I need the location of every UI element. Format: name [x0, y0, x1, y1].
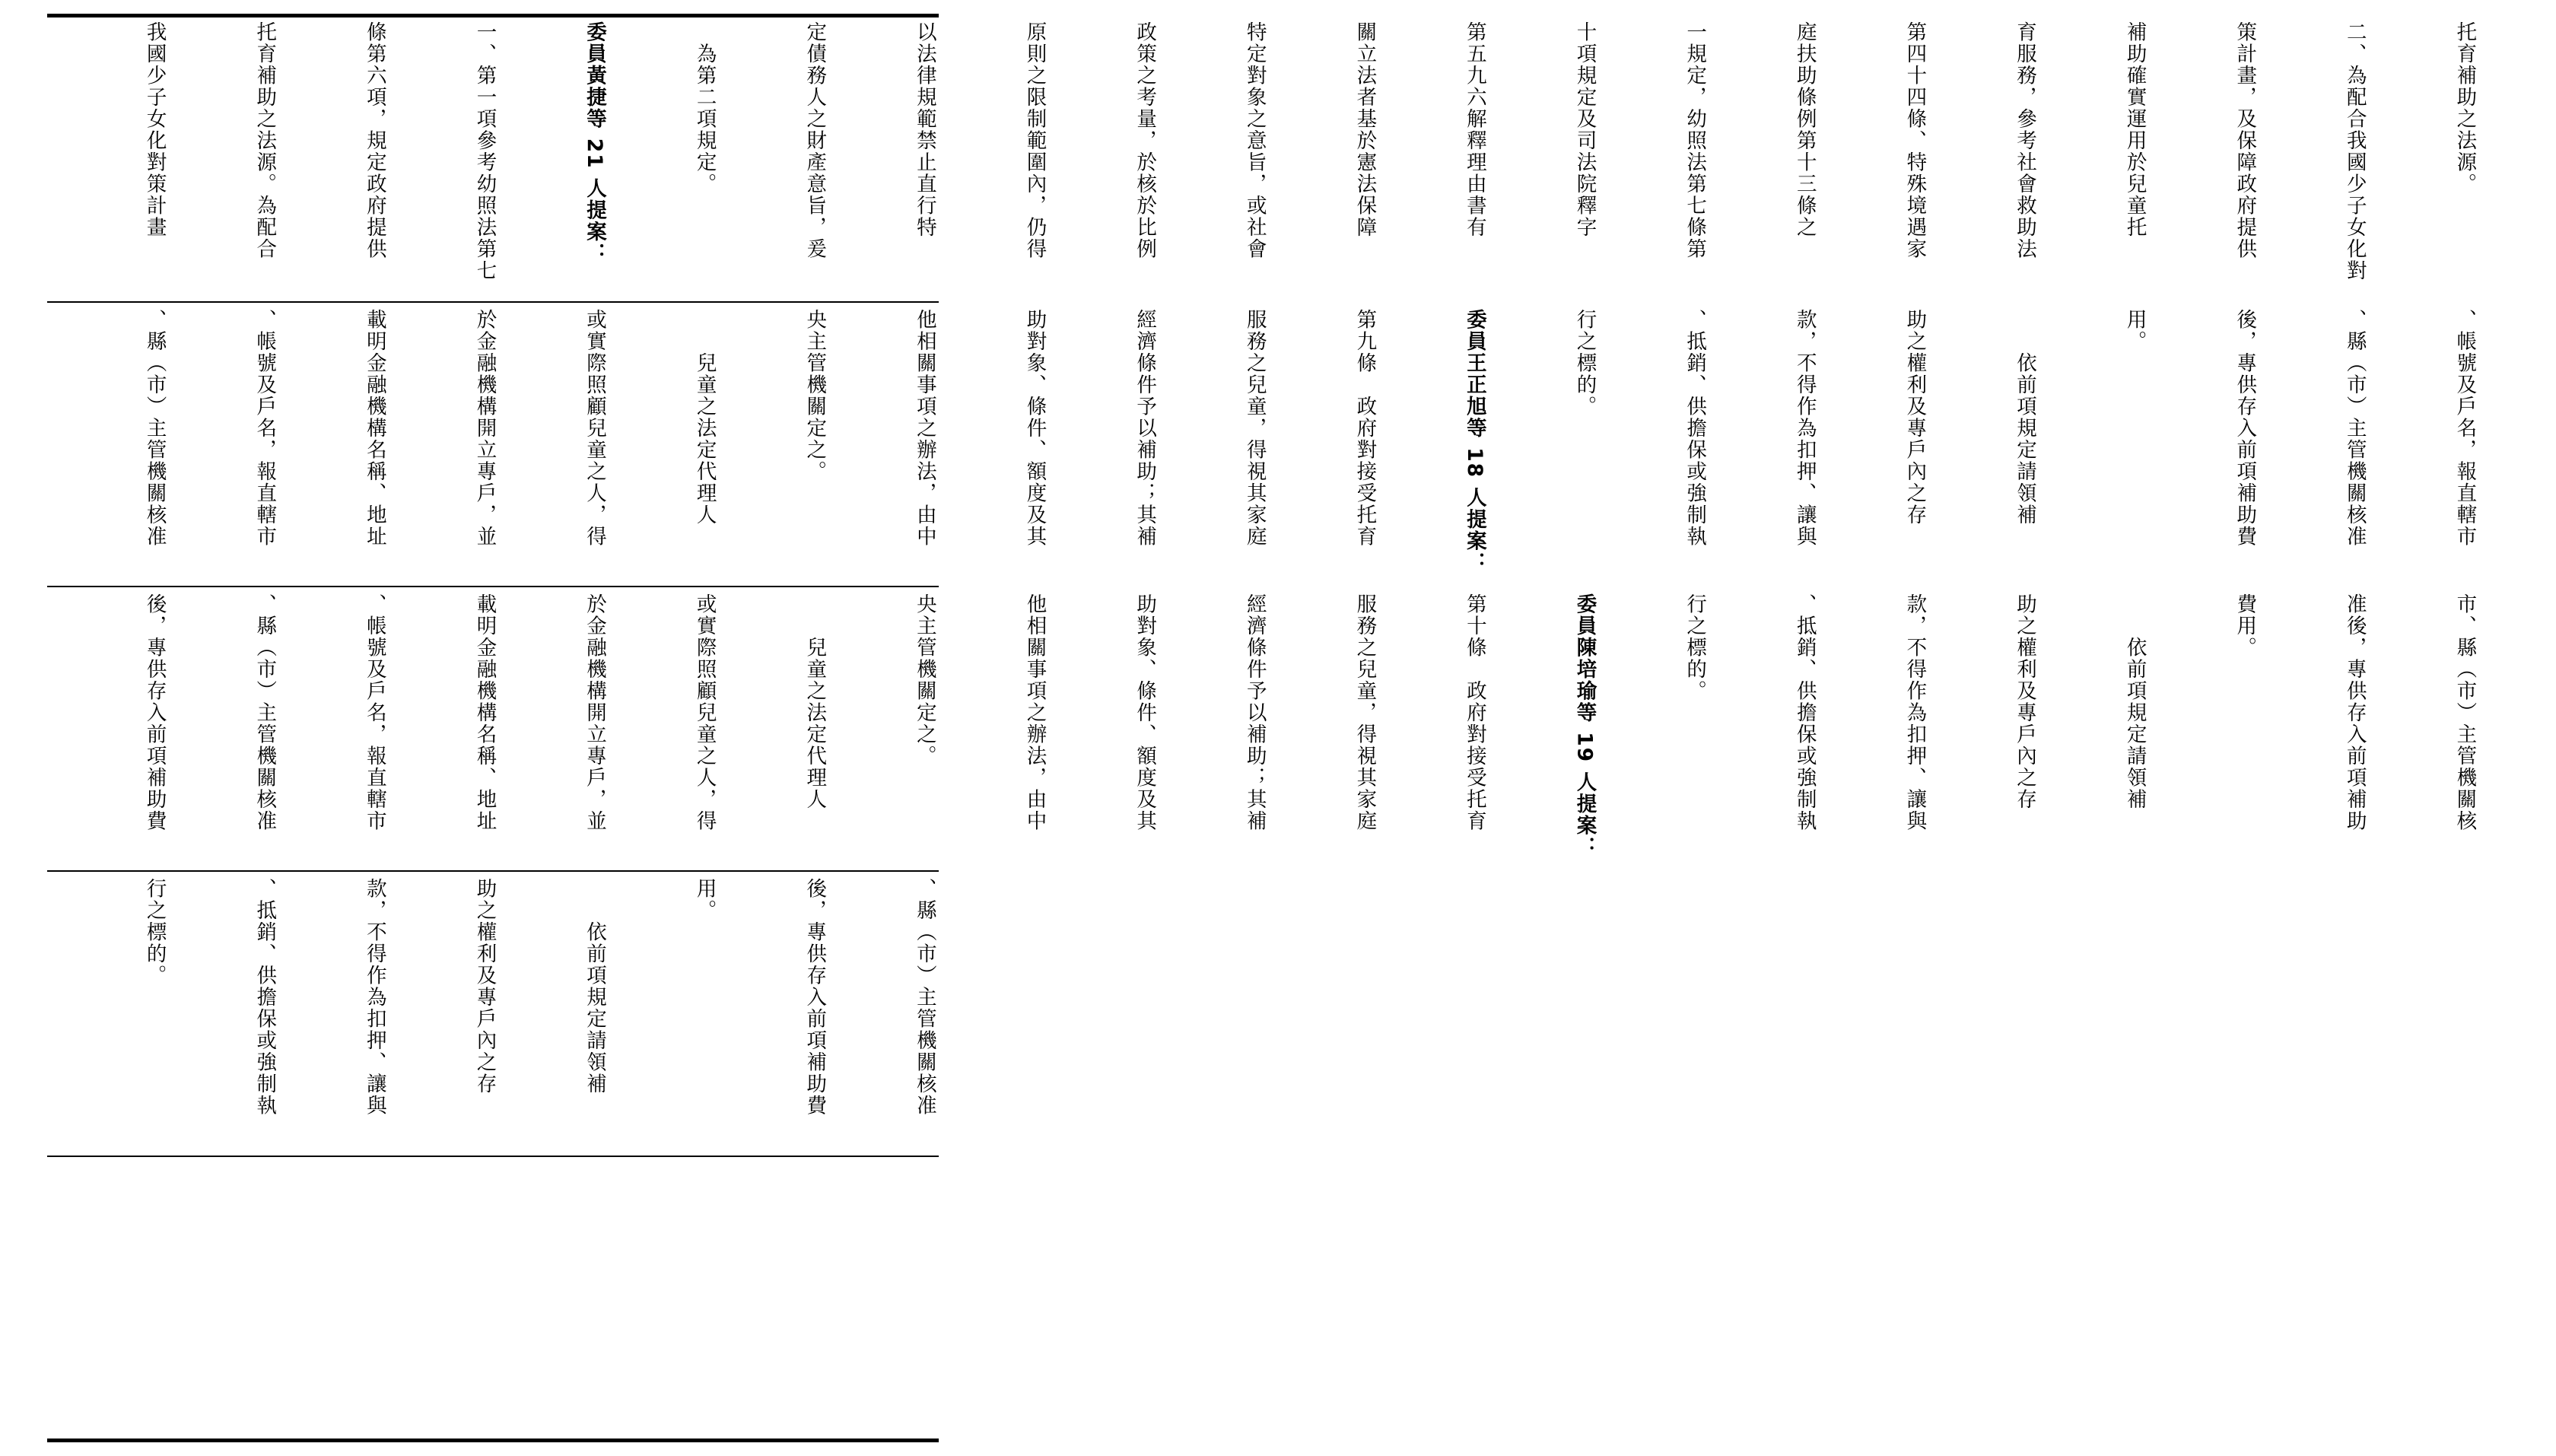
text-line: 條第六項，規定政府提供 [362, 21, 386, 260]
text-line: 、縣（市）主管機關核准 [912, 878, 936, 1117]
text-line: 助對象、條件、額度及其 [1133, 593, 1157, 832]
text-line: 、縣（市）主管機關核准 [2342, 309, 2367, 548]
proposal-heading: 委員黃捷等 21 人提案： [583, 21, 607, 265]
text-line: 款，不得作為扣押、讓與 [1903, 593, 1927, 832]
text-line: 第九條 政府對接受托育 [1353, 309, 1377, 548]
column-2-text [62, 309, 2556, 584]
text-line: 托育補助之法源。為配合 [253, 21, 277, 260]
top-rule [47, 14, 939, 17]
text-line: 或實際照顧兒童之人，得 [583, 309, 607, 548]
text-line: 後，專供存入前項補助費 [2233, 309, 2257, 548]
column-divider [47, 1156, 939, 1157]
column-1-text [62, 21, 2556, 299]
text-line: 政策之考量，於核於比例 [1133, 21, 1157, 260]
text-line: 費用。 [2233, 593, 2257, 659]
text-line: 策計畫，及保障政府提供 [2233, 21, 2257, 260]
text-line: 後，專供存入前項補助費 [142, 593, 167, 832]
text-line: 為第二項規定。 [692, 21, 717, 195]
text-line: 一、第一項參考幼照法第七 [472, 21, 497, 281]
column-divider [47, 301, 939, 303]
text-line: 助之權利及專戶內之存 [472, 878, 497, 1095]
text-line: 款，不得作為扣押、讓與 [362, 878, 386, 1117]
text-line: 助之權利及專戶內之存 [2012, 593, 2036, 810]
text-line: 育服務，參考社會救助法 [2012, 21, 2036, 260]
text-line: 、抵銷、供擔保或強制執 [1792, 593, 1817, 832]
text-column-2 [62, 309, 2477, 584]
text-line: 、帳號及戶名，報直轄市 [2453, 309, 2477, 548]
text-line: 第五九六解釋理由書有 [1462, 21, 1486, 238]
text-line: 依前項規定請領補 [2012, 309, 2036, 526]
text-line: 以法律規範禁止直行特 [912, 21, 936, 238]
text-column-4 [62, 878, 936, 1153]
column-3-text [62, 593, 2556, 869]
text-line: 特定對象之意旨，或社會 [1242, 21, 1267, 260]
column-4-text [62, 878, 1016, 1153]
text-line: 行之標的。 [142, 878, 167, 987]
text-line: 經濟條件予以補助；其補 [1133, 309, 1157, 548]
bottom-rule [47, 1439, 939, 1442]
text-line: 第十條 政府對接受托育 [1462, 593, 1486, 832]
text-line: 行之標的。 [1572, 309, 1597, 418]
text-line: 原則之限制範圍內，仍得 [1022, 21, 1047, 260]
text-line: 依前項規定請領補 [2122, 593, 2147, 810]
text-line: 、縣（市）主管機關核准 [142, 309, 167, 548]
text-line: 一規定，幼照法第七條第 [1683, 21, 1707, 260]
text-line: 托育補助之法源。 [2453, 21, 2477, 195]
text-line: 第四十四條、特殊境遇家 [1903, 21, 1927, 260]
text-line: 庭扶助條例第十三條之 [1792, 21, 1817, 238]
text-line: 市、縣（市）主管機關核 [2453, 593, 2477, 832]
text-line: 用。 [692, 878, 717, 921]
text-line: 款，不得作為扣押、讓與 [1792, 309, 1817, 548]
text-line: 後，專供存入前項補助費 [803, 878, 827, 1117]
text-line: 二、為配合我國少子女化對 [2342, 21, 2367, 281]
text-line: 載明金融機構名稱、地址 [472, 593, 497, 832]
text-line: 服務之兒童，得視其家庭 [1242, 309, 1267, 548]
proposal-heading: 委員陳培瑜等 19 人提案： [1572, 593, 1597, 859]
text-line: 行之標的。 [1683, 593, 1707, 702]
text-line: 兒童之法定代理人 [692, 309, 717, 526]
text-line: 定債務人之財產意旨，爰 [803, 21, 827, 260]
text-line: 依前項規定請領補 [583, 878, 607, 1095]
column-divider [47, 586, 939, 587]
text-line: 用。 [2122, 309, 2147, 352]
text-line: 補助確實運用於兒童托 [2122, 21, 2147, 238]
text-line: 我國少子女化對策計畫 [142, 21, 167, 238]
text-line: 十項規定及司法院釋字 [1572, 21, 1597, 238]
text-line: 、抵銷、供擔保或強制執 [1683, 309, 1707, 548]
text-line: 他相關事項之辦法，由中 [912, 309, 936, 548]
text-line: 央主管機關定之。 [803, 309, 827, 482]
proposal-heading: 委員王正旭等 18 人提案： [1462, 309, 1486, 574]
text-line: 他相關事項之辦法，由中 [1022, 593, 1047, 832]
text-line: 於金融機構開立專戶，並 [472, 309, 497, 548]
text-line: 兒童之法定代理人 [803, 593, 827, 810]
text-line: 、縣（市）主管機關核准 [253, 593, 277, 832]
text-line: 於金融機構開立專戶，並 [583, 593, 607, 832]
text-line: 准後，專供存入前項補助 [2342, 593, 2367, 832]
text-line: 助對象、條件、額度及其 [1022, 309, 1047, 548]
text-line: 載明金融機構名稱、地址 [362, 309, 386, 548]
text-column-1 [62, 21, 2477, 299]
text-column-3 [62, 593, 2477, 869]
text-line: 經濟條件予以補助；其補 [1242, 593, 1267, 832]
text-line: 、抵銷、供擔保或強制執 [253, 878, 277, 1117]
text-line: 央主管機關定之。 [912, 593, 936, 767]
text-line: 、帳號及戶名，報直轄市 [253, 309, 277, 548]
text-line: 關立法者基於憲法保障 [1353, 21, 1377, 238]
text-line: 、帳號及戶名，報直轄市 [362, 593, 386, 832]
column-divider [47, 870, 939, 872]
text-line: 或實際照顧兒童之人，得 [692, 593, 717, 832]
text-line: 服務之兒童，得視其家庭 [1353, 593, 1377, 832]
text-line: 助之權利及專戶內之存 [1903, 309, 1927, 526]
